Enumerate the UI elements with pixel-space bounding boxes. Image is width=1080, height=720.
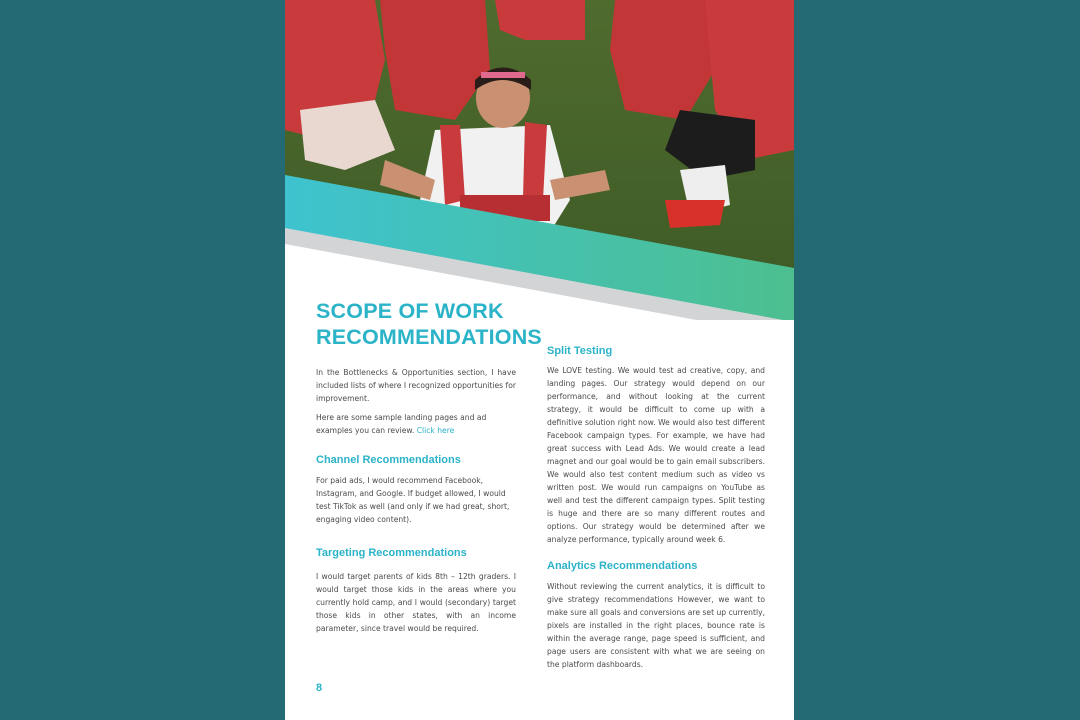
targeting-heading: Targeting Recommendations <box>316 547 467 559</box>
samples-paragraph <box>316 411 516 437</box>
page-number: 8 <box>316 682 323 694</box>
channel-body: For paid ads, I would recommend Facebook, Instagram, and Google. If budget allowed, I would test TikTok as well (and only if we had great, short, engaging video content). <box>316 476 510 524</box>
soccer-team-photo <box>285 0 794 320</box>
targeting-body: I would target parents of kids 8th – 12th graders. I would target those kids in the areas where you currently hold camp, and I would (secondary) target those kids in other states, with an income parameter, since travel would be required. <box>316 572 516 633</box>
page-title: SCOPE OF WORK RECOMMENDATIONS <box>316 299 542 349</box>
analytics-body: Without reviewing the current analytics, it is difficult to give strategy recommendations However, we want to make sure all goals and conversions are set up currently, pixels are installed in the right places, bounce rate is within the average range, page speed is sufficient, and page users are consistent with what we are seeing on the platform dashboards. <box>547 582 765 669</box>
analytics-heading: Analytics Recommendations <box>547 560 698 572</box>
samples-text: Here are some sample landing pages and ad examples you can review. <box>316 413 487 435</box>
channel-heading: Channel Recommendations <box>316 454 461 466</box>
split-testing-body: We LOVE testing. We would test ad creative, copy, and landing pages. Our strategy would depend on our performance, and without looking at the current strategy, it would be difficult to come up with a definitive solution right now. We would also test different Facebook campaign types. For example, we have had great success with Lead Ads. We would create a lead magnet and our goal would be to gain email subscribers. We would also test content medium such as video vs written post. We would run campaigns on YouTube as well and test the different campaign types. Split testing is huge and there are so many different routes and options. Our strategy would be determined after we analyze performance, typically around week 6. <box>547 366 765 544</box>
document-page <box>285 0 794 720</box>
intro-paragraph: In the Bottlenecks & Opportunities section, I have included lists of where I recognized opportunities for improvement. <box>316 368 516 403</box>
split-testing-heading: Split Testing <box>547 345 613 357</box>
click-here-link[interactable]: Click here <box>416 426 455 435</box>
